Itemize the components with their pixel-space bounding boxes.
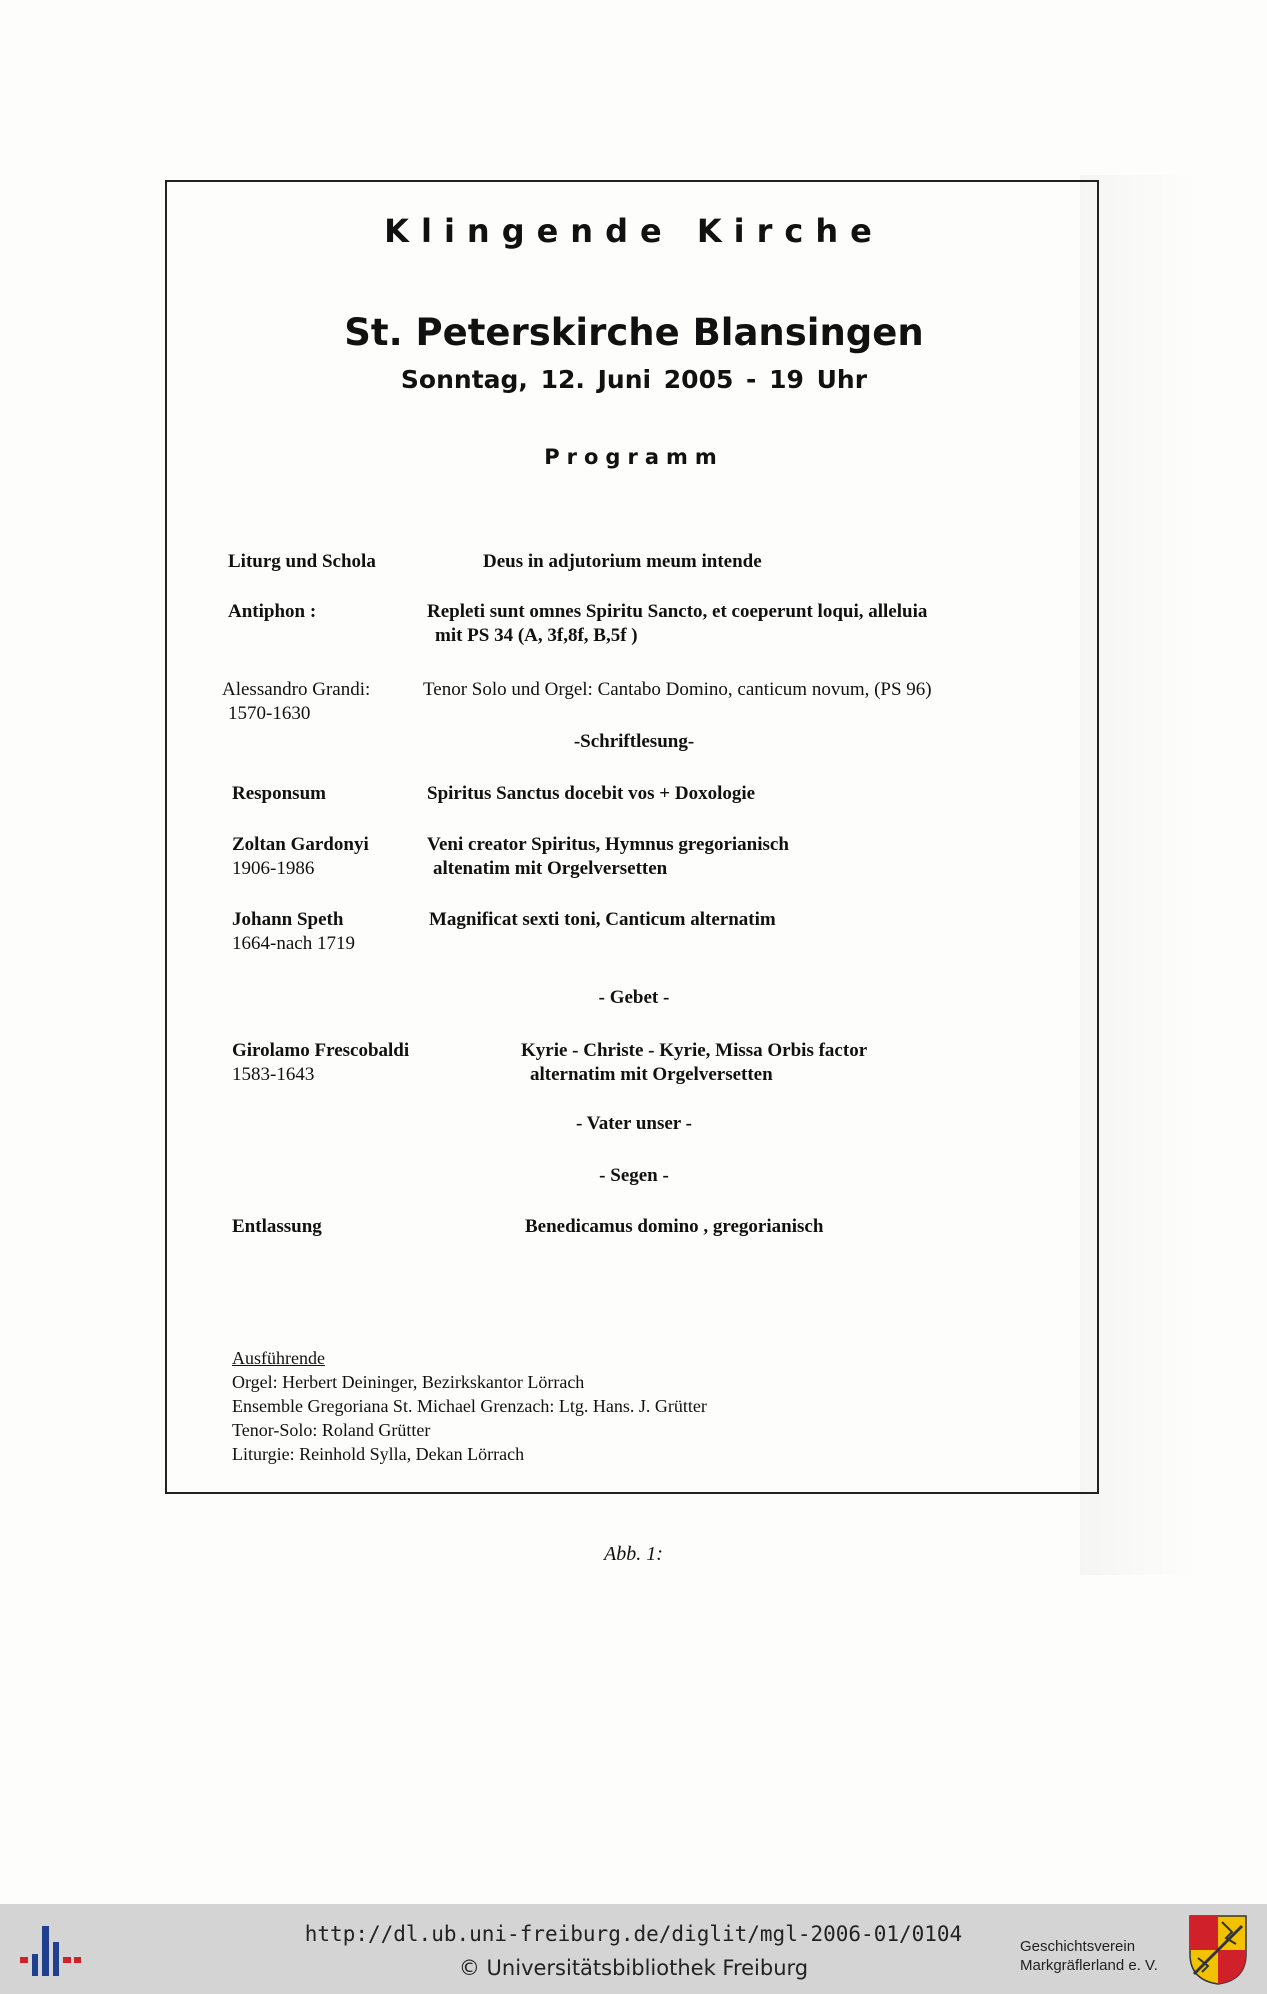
performer-line: Tenor-Solo: Roland Grütter [232, 1420, 431, 1440]
entry-left: Antiphon : [228, 601, 317, 622]
entry-right: Benedicamus domino , gregorianisch [525, 1216, 824, 1237]
section-divider: - Vater unser - [576, 1113, 692, 1134]
viewer-footer [0, 1904, 1267, 1994]
program-title: St. Peterskirche Blansingen [344, 311, 924, 354]
entry-left: Alessandro Grandi: [222, 679, 371, 700]
society-name [1020, 1937, 1158, 1975]
entry-left-dates: 1570-1630 [228, 703, 311, 724]
society-name-line1: Geschichtsverein [1020, 1938, 1136, 1955]
entry-right: Kyrie - Christe - Kyrie, Missa Orbis factor [521, 1040, 868, 1061]
entry-left: Girolamo Frescobaldi [232, 1040, 410, 1061]
entry-right: Spiritus Sanctus docebit vos + Doxologie [427, 783, 756, 804]
society-name-line2: Markgräflerland e. V. [1020, 1957, 1158, 1974]
entry-left: Johann Speth [232, 909, 344, 930]
entry-left: Liturg und Schola [228, 551, 376, 572]
figure-caption: Abb. 1: [604, 1543, 663, 1565]
entry-right-sub: alternatim mit Orgelversetten [530, 1064, 773, 1085]
performer-line: Ensemble Gregoriana St. Michael Grenzach: Ltg. Hans. J. Grütter [232, 1396, 707, 1416]
entry-right: Veni creator Spiritus, Hymnus gregorianisch [427, 834, 789, 855]
section-divider: - Gebet - [598, 987, 670, 1008]
program-frame [165, 180, 1099, 1494]
program-date: Sonntag, 12. Juni 2005 - 19 Uhr [400, 365, 868, 394]
entry-right: Magnificat sexti toni, Canticum alternatim [429, 909, 776, 930]
section-divider: -Schriftlesung- [573, 731, 695, 752]
entry-right: Deus in adjutorium meum intende [483, 551, 762, 572]
entry-left-dates: 1583-1643 [232, 1064, 315, 1085]
programm-label: Programm [544, 445, 724, 469]
section-divider: - Segen - [599, 1165, 669, 1186]
entry-left-dates: 1906-1986 [232, 858, 315, 879]
performers-heading: Ausführende [232, 1348, 325, 1368]
entry-right-sub: mit PS 34 (A, 3f,8f, B,5f ) [435, 625, 638, 646]
performer-line: Orgel: Herbert Deininger, Bezirkskantor Lörrach [232, 1372, 585, 1392]
entry-right: Tenor Solo und Orgel: Cantabo Domino, canticum novum, (PS 96) [423, 679, 932, 700]
document-url[interactable]: http://dl.ub.uni-freiburg.de/diglit/mgl-2006-01/0104 [304, 1922, 963, 1946]
entry-left: Entlassung [232, 1216, 322, 1237]
coat-of-arms-icon [1188, 1914, 1248, 1986]
program-header: Klingende Kirche [384, 212, 884, 250]
entry-left: Responsum [232, 783, 326, 804]
entry-left-dates: 1664-nach 1719 [232, 933, 355, 954]
entry-right-sub: altenatim mit Orgelversetten [433, 858, 668, 879]
copyright-text: © Universitätsbibliothek Freiburg [458, 1956, 809, 1980]
entry-right: Repleti sunt omnes Spiritu Sancto, et coeperunt loqui, alleluia [427, 601, 928, 622]
performer-line: Liturgie: Reinhold Sylla, Dekan Lörrach [232, 1444, 525, 1464]
entry-left: Zoltan Gardonyi [232, 834, 369, 855]
